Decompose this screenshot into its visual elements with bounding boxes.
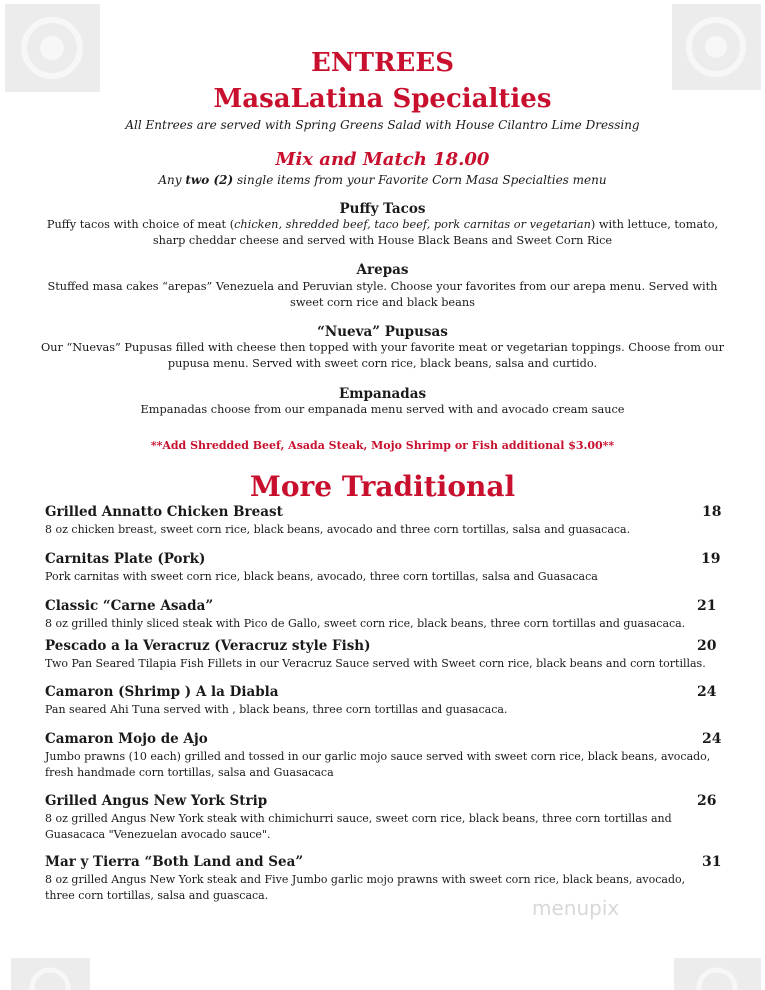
item-price: 18 bbox=[702, 504, 722, 520]
item-desc: Pan seared Ahi Tuna served with , black beans, three corn tortillas and guasacaca. bbox=[45, 703, 508, 716]
menu-item bbox=[45, 793, 720, 842]
intro-note: All Entrees are served with Spring Greens Salad with House Cilantro Lime Dressing bbox=[125, 118, 640, 132]
item-price: 24 bbox=[697, 684, 717, 700]
menu-item bbox=[45, 598, 720, 632]
specialty-title-pupusas: “Nueva” Pupusas bbox=[317, 324, 448, 340]
item-desc: 8 oz grilled Angus New York steak with chimichurri sauce, sweet corn rice, black beans, three corn tortillas and Guasacaca "Venezuelan avocado sauce". bbox=[45, 812, 672, 841]
item-price: 21 bbox=[697, 598, 717, 614]
page-subtitle: MasaLatina Specialties bbox=[213, 84, 552, 114]
corner-ornament-bottom-right bbox=[674, 958, 761, 990]
watermark: menupix bbox=[532, 896, 620, 920]
item-desc: Pork carnitas with sweet corn rice, black beans, avocado, three corn tortillas, salsa and Guasacaca bbox=[45, 570, 598, 583]
item-name: Camaron Mojo de Ajo bbox=[45, 731, 208, 747]
item-name: Grilled Annatto Chicken Breast bbox=[45, 504, 283, 520]
specialty-desc-pupusas: Our “Nuevas” Pupusas filled with cheese then topped with your favorite meat or vegetarian toppings. Choose from our pupusa menu. Served with sweet corn rice, black beans, salsa and curtido. bbox=[40, 341, 725, 370]
item-name: Carnitas Plate (Pork) bbox=[45, 551, 206, 567]
menu-item bbox=[45, 684, 720, 718]
specialty-desc-empanadas: Empanadas choose from our empanada menu served with and avocado cream sauce bbox=[140, 403, 625, 416]
menu-item bbox=[45, 551, 720, 585]
item-desc: 8 oz grilled Angus New York steak and Five Jumbo garlic mojo prawns with sweet corn rice, black beans, avocado, three corn tortillas, salsa and guascaca. bbox=[45, 873, 686, 902]
item-desc: 8 oz chicken breast, sweet corn rice, black beans, avocado and three corn tortillas, salsa and guasacaca. bbox=[45, 523, 631, 536]
menu-item bbox=[45, 504, 720, 538]
specialty-desc-arepas: Stuffed masa cakes “arepas” Venezuela and Peruvian style. Choose your favorites from our arepa menu. Served with sweet corn rice and black beans bbox=[47, 280, 718, 309]
section-title-traditional: More Traditional bbox=[249, 470, 516, 503]
menu-item bbox=[45, 638, 720, 672]
item-desc: Two Pan Seared Tilapia Fish Fillets in our Veracruz Sauce served with Sweet corn rice, black beans and corn tortillas. bbox=[45, 657, 706, 670]
corner-ornament-bottom-left bbox=[11, 958, 90, 990]
specialty-title-arepas: Arepas bbox=[356, 262, 409, 278]
specialty-title-empanadas: Empanadas bbox=[338, 386, 427, 402]
item-name: Grilled Angus New York Strip bbox=[45, 793, 268, 809]
item-price: 20 bbox=[697, 638, 717, 654]
item-desc: Jumbo prawns (10 each) grilled and tossed in our garlic mojo sauce served with sweet corn rice, black beans, avocado, fresh handmade corn tortillas, salsa and Guasacaca bbox=[45, 750, 711, 779]
specialty-title-puffy-tacos: Puffy Tacos bbox=[339, 201, 426, 217]
addon-note: **Add Shredded Beef, Asada Steak, Mojo Shrimp or Fish additional $3.00** bbox=[150, 439, 615, 452]
item-name: Classic “Carne Asada” bbox=[45, 598, 214, 614]
item-price: 26 bbox=[697, 793, 717, 809]
mix-match-title: Mix and Match 18.00 bbox=[275, 149, 490, 170]
item-price: 19 bbox=[701, 551, 721, 567]
item-desc: 8 oz grilled thinly sliced steak with Pico de Gallo, sweet corn rice, black beans, three corn tortillas and guasacaca. bbox=[45, 617, 686, 630]
item-price: 24 bbox=[702, 731, 722, 747]
item-name: Camaron (Shrimp ) A la Diabla bbox=[45, 684, 279, 700]
mix-match-desc: Any two (2) single items from your Favorite Corn Masa Specialties menu bbox=[158, 173, 607, 187]
specialty-desc-puffy-tacos: Puffy tacos with choice of meat (chicken, shredded beef, taco beef, pork carnitas or vegetarian) with lettuce, tomato, sharp cheddar cheese and served with House Black Beans and Sweet Corn Rice bbox=[46, 218, 719, 247]
menu-item bbox=[45, 731, 720, 780]
item-name: Mar y Tierra “Both Land and Sea” bbox=[45, 854, 304, 870]
page-title: ENTREES bbox=[311, 48, 454, 78]
item-price: 31 bbox=[702, 854, 722, 870]
item-name: Pescado a la Veracruz (Veracruz style Fish) bbox=[45, 638, 371, 654]
